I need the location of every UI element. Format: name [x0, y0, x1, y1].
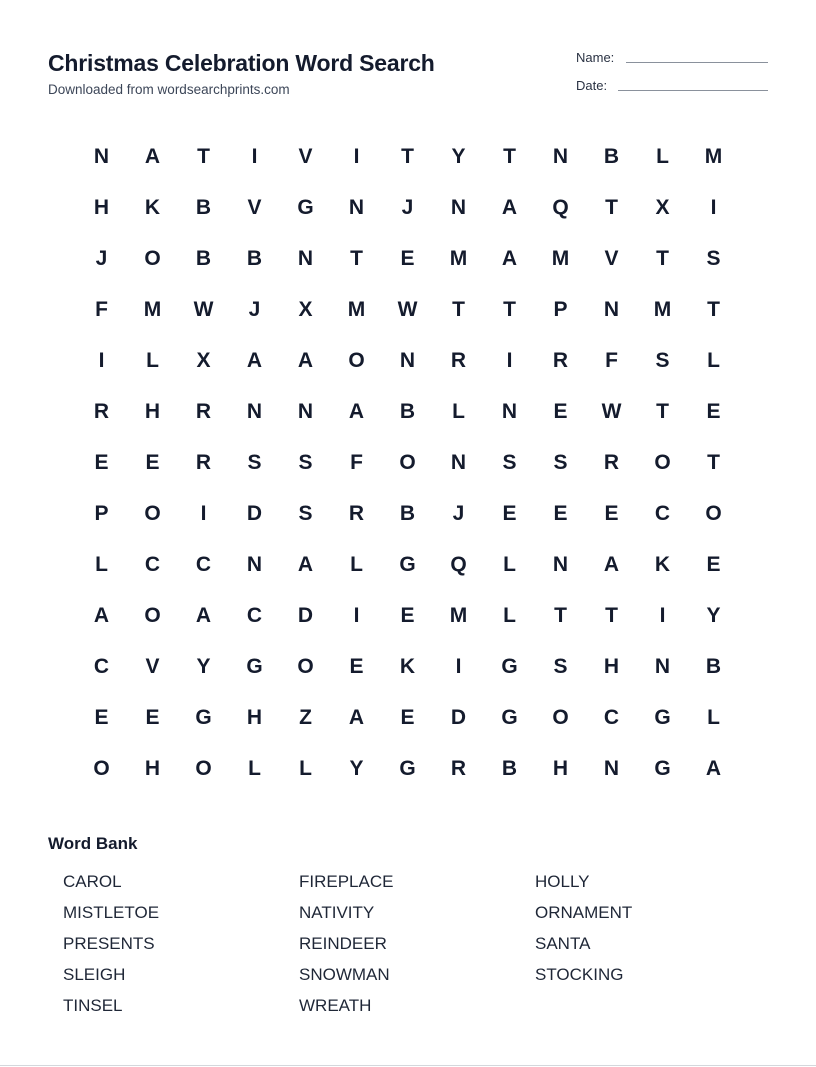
grid-letter[interactable]: B [399, 501, 416, 525]
grid-letter[interactable]: M [347, 297, 366, 321]
word-bank-list [63, 866, 783, 1021]
grid-letter[interactable]: L [248, 756, 261, 780]
grid-letter[interactable]: B [501, 756, 518, 780]
date-input-line[interactable] [618, 90, 768, 91]
grid-letter[interactable]: M [449, 246, 468, 270]
grid-letter[interactable]: V [247, 195, 262, 219]
source-subtitle: Downloaded from wordsearchprints.com [48, 82, 290, 97]
grid-letter[interactable]: R [93, 399, 110, 423]
grid-letter[interactable]: T [656, 246, 669, 270]
grid-letter[interactable]: F [605, 348, 618, 372]
grid-letter[interactable]: A [297, 348, 314, 372]
grid-letter[interactable]: P [94, 501, 109, 525]
grid-letter[interactable]: A [348, 399, 365, 423]
grid-letter[interactable]: L [95, 552, 108, 576]
grid-letter[interactable]: E [145, 705, 160, 729]
grid-letter[interactable]: A [501, 195, 518, 219]
grid-letter[interactable]: J [401, 195, 414, 219]
grid-letter[interactable]: V [145, 654, 160, 678]
grid-letter[interactable]: N [297, 399, 314, 423]
grid-letter[interactable]: B [195, 246, 212, 270]
grid-letter[interactable]: R [450, 348, 467, 372]
grid-letter[interactable]: E [553, 399, 568, 423]
word-bank-item: ORNAMENT [535, 903, 633, 922]
word-search-grid [76, 131, 740, 794]
grid-letter[interactable]: O [297, 654, 314, 678]
grid-letter[interactable]: A [195, 603, 212, 627]
grid-letter[interactable]: V [604, 246, 619, 270]
grid-letter[interactable]: C [654, 501, 671, 525]
grid-letter[interactable]: G [399, 552, 416, 576]
page-title: Christmas Celebration Word Search [48, 50, 435, 76]
grid-letter[interactable]: I [455, 654, 462, 678]
grid-letter[interactable]: I [251, 144, 258, 168]
grid-letter[interactable]: H [93, 195, 110, 219]
grid-letter[interactable]: S [298, 501, 313, 525]
grid-letter[interactable]: J [452, 501, 465, 525]
grid-letter[interactable]: O [93, 756, 110, 780]
grid-letter[interactable]: L [350, 552, 363, 576]
grid-letter[interactable]: M [704, 144, 723, 168]
grid-letter[interactable]: M [551, 246, 570, 270]
grid-letter[interactable]: T [350, 246, 363, 270]
grid-letter[interactable]: C [93, 654, 110, 678]
grid-letter[interactable]: H [246, 705, 263, 729]
grid-letter[interactable]: D [297, 603, 314, 627]
grid-letter[interactable]: T [707, 297, 720, 321]
grid-letter[interactable]: S [706, 246, 721, 270]
grid-letter[interactable]: T [605, 195, 618, 219]
grid-letter[interactable]: N [552, 144, 569, 168]
grid-letter[interactable]: A [93, 603, 110, 627]
word-bank-item: TINSEL [63, 996, 123, 1015]
grid-letter[interactable]: M [143, 297, 162, 321]
grid-letter[interactable]: G [501, 705, 518, 729]
grid-letter[interactable]: M [653, 297, 672, 321]
grid-letter[interactable]: L [707, 705, 720, 729]
grid-letter[interactable]: N [246, 399, 263, 423]
grid-letter[interactable]: T [656, 399, 669, 423]
grid-letter[interactable]: L [707, 348, 720, 372]
grid-letter[interactable]: E [94, 705, 109, 729]
grid-letter[interactable]: C [246, 603, 263, 627]
grid-letter[interactable]: S [655, 348, 670, 372]
grid-letter[interactable]: B [246, 246, 263, 270]
grid-letter[interactable]: I [353, 144, 360, 168]
grid-letter[interactable]: E [145, 450, 160, 474]
word-bank-item: WREATH [299, 996, 372, 1015]
word-bank-item: PRESENTS [63, 934, 155, 953]
grid-letter[interactable]: P [553, 297, 568, 321]
grid-letter[interactable]: E [553, 501, 568, 525]
grid-letter[interactable]: Q [450, 552, 467, 576]
word-bank-item: STOCKING [535, 965, 624, 984]
grid-letter[interactable]: W [397, 297, 418, 321]
grid-letter[interactable]: R [195, 450, 212, 474]
grid-letter[interactable]: F [350, 450, 363, 474]
grid-letter[interactable]: R [195, 399, 212, 423]
grid-letter[interactable]: Z [299, 705, 312, 729]
grid-letter[interactable]: O [144, 246, 161, 270]
grid-letter[interactable]: G [654, 705, 671, 729]
grid-letter[interactable]: X [196, 348, 211, 372]
grid-letter[interactable]: I [506, 348, 513, 372]
grid-letter[interactable]: E [706, 399, 721, 423]
grid-letter[interactable]: E [502, 501, 517, 525]
grid-letter[interactable]: B [603, 144, 620, 168]
grid-letter[interactable]: N [654, 654, 671, 678]
page-divider [0, 1065, 816, 1066]
grid-letter[interactable]: N [450, 195, 467, 219]
grid-letter[interactable]: O [348, 348, 365, 372]
word-bank-item: SNOWMAN [299, 965, 390, 984]
grid-letter[interactable]: A [246, 348, 263, 372]
grid-letter[interactable]: X [298, 297, 313, 321]
grid-letter[interactable]: S [502, 450, 517, 474]
grid-letter[interactable]: A [144, 144, 161, 168]
grid-letter[interactable]: H [144, 399, 161, 423]
grid-letter[interactable]: O [552, 705, 569, 729]
grid-letter[interactable]: H [603, 654, 620, 678]
grid-letter[interactable]: H [144, 756, 161, 780]
grid-letter[interactable]: E [400, 246, 415, 270]
word-bank-title: Word Bank [48, 834, 138, 853]
grid-letter[interactable]: O [195, 756, 212, 780]
grid-letter[interactable]: N [297, 246, 314, 270]
grid-letter[interactable]: C [195, 552, 212, 576]
grid-letter[interactable]: E [706, 552, 721, 576]
grid-letter[interactable]: G [654, 756, 671, 780]
grid-letter[interactable]: A [603, 552, 620, 576]
grid-letter[interactable]: B [195, 195, 212, 219]
grid-letter[interactable]: W [193, 297, 214, 321]
grid-letter[interactable]: Y [196, 654, 211, 678]
grid-letter[interactable]: F [95, 297, 108, 321]
grid-letter[interactable]: O [654, 450, 671, 474]
grid-letter[interactable]: I [200, 501, 207, 525]
grid-letter[interactable]: A [297, 552, 314, 576]
grid-letter[interactable]: A [501, 246, 518, 270]
grid-letter[interactable]: T [197, 144, 210, 168]
grid-letter[interactable]: O [144, 603, 161, 627]
grid-letter[interactable]: N [552, 552, 569, 576]
grid-letter[interactable]: N [603, 756, 620, 780]
grid-letter[interactable]: S [247, 450, 262, 474]
grid-letter[interactable]: L [299, 756, 312, 780]
grid-letter[interactable]: T [554, 603, 567, 627]
grid-letter[interactable]: E [400, 603, 415, 627]
grid-letter[interactable]: N [246, 552, 263, 576]
grid-letter[interactable]: L [503, 552, 516, 576]
grid-letter[interactable]: C [144, 552, 161, 576]
grid-letter[interactable]: W [601, 399, 622, 423]
grid-letter[interactable]: R [603, 450, 620, 474]
grid-letter[interactable]: E [400, 705, 415, 729]
grid-letter[interactable]: O [705, 501, 722, 525]
grid-letter[interactable]: Q [552, 195, 569, 219]
grid-letter[interactable]: D [450, 705, 467, 729]
grid-letter[interactable]: L [452, 399, 465, 423]
word-bank-item: SANTA [535, 934, 591, 953]
grid-letter[interactable]: J [248, 297, 261, 321]
grid-letter[interactable]: T [503, 144, 516, 168]
grid-letter[interactable]: Y [706, 603, 721, 627]
grid-letter[interactable]: S [298, 450, 313, 474]
grid-letter[interactable]: G [399, 756, 416, 780]
grid-letter[interactable]: A [705, 756, 722, 780]
grid-letter[interactable]: N [93, 144, 110, 168]
grid-letter[interactable]: R [552, 348, 569, 372]
grid-letter[interactable]: R [348, 501, 365, 525]
grid-letter[interactable]: H [552, 756, 569, 780]
grid-letter[interactable]: O [399, 450, 416, 474]
grid-letter[interactable]: N [501, 399, 518, 423]
grid-letter[interactable]: T [401, 144, 414, 168]
grid-letter[interactable]: D [246, 501, 263, 525]
grid-letter[interactable]: R [450, 756, 467, 780]
word-bank-item: CAROL [63, 872, 122, 891]
grid-letter[interactable]: T [452, 297, 465, 321]
grid-letter[interactable]: L [503, 603, 516, 627]
grid-letter[interactable]: I [353, 603, 360, 627]
grid-letter[interactable]: Y [349, 756, 364, 780]
grid-letter[interactable]: E [349, 654, 364, 678]
grid-letter[interactable]: G [246, 654, 263, 678]
grid-letter[interactable]: S [553, 654, 568, 678]
grid-letter[interactable]: E [94, 450, 109, 474]
grid-letter[interactable]: N [399, 348, 416, 372]
name-input-line[interactable] [626, 62, 768, 63]
grid-letter[interactable]: L [656, 144, 669, 168]
name-label: Name: [576, 50, 615, 65]
word-bank-item: NATIVITY [299, 903, 375, 922]
word-bank-item: FIREPLACE [299, 872, 394, 891]
grid-letter[interactable]: G [297, 195, 314, 219]
grid-letter[interactable]: E [604, 501, 619, 525]
grid-letter[interactable]: N [348, 195, 365, 219]
word-bank-item: MISTLETOE [63, 903, 160, 922]
grid-letter[interactable]: A [348, 705, 365, 729]
grid-letter[interactable]: X [655, 195, 670, 219]
grid-letter[interactable]: T [503, 297, 516, 321]
grid-letter[interactable]: O [144, 501, 161, 525]
grid-letter[interactable]: M [449, 603, 468, 627]
word-bank-item: HOLLY [535, 872, 590, 891]
grid-letter[interactable]: G [195, 705, 212, 729]
word-bank-item: REINDEER [299, 934, 387, 953]
grid-letter[interactable]: T [707, 450, 720, 474]
grid-letter[interactable]: G [501, 654, 518, 678]
grid-letter[interactable]: J [95, 246, 108, 270]
grid-letter[interactable]: Y [451, 144, 466, 168]
grid-letter[interactable]: B [399, 399, 416, 423]
grid-letter[interactable]: K [144, 195, 161, 219]
grid-letter[interactable]: I [659, 603, 666, 627]
grid-letter[interactable]: S [553, 450, 568, 474]
grid-letter[interactable]: I [98, 348, 105, 372]
grid-letter[interactable]: N [450, 450, 467, 474]
grid-letter[interactable]: K [654, 552, 671, 576]
grid-letter[interactable]: K [399, 654, 416, 678]
date-label: Date: [576, 78, 608, 93]
grid-letter[interactable]: B [705, 654, 722, 678]
grid-letter[interactable]: I [710, 195, 717, 219]
grid-letter[interactable]: L [146, 348, 159, 372]
grid-letter[interactable]: T [605, 603, 618, 627]
grid-letter[interactable]: V [298, 144, 313, 168]
word-bank-item: SLEIGH [63, 965, 126, 984]
grid-letter[interactable]: N [603, 297, 620, 321]
grid-letter[interactable]: C [603, 705, 620, 729]
